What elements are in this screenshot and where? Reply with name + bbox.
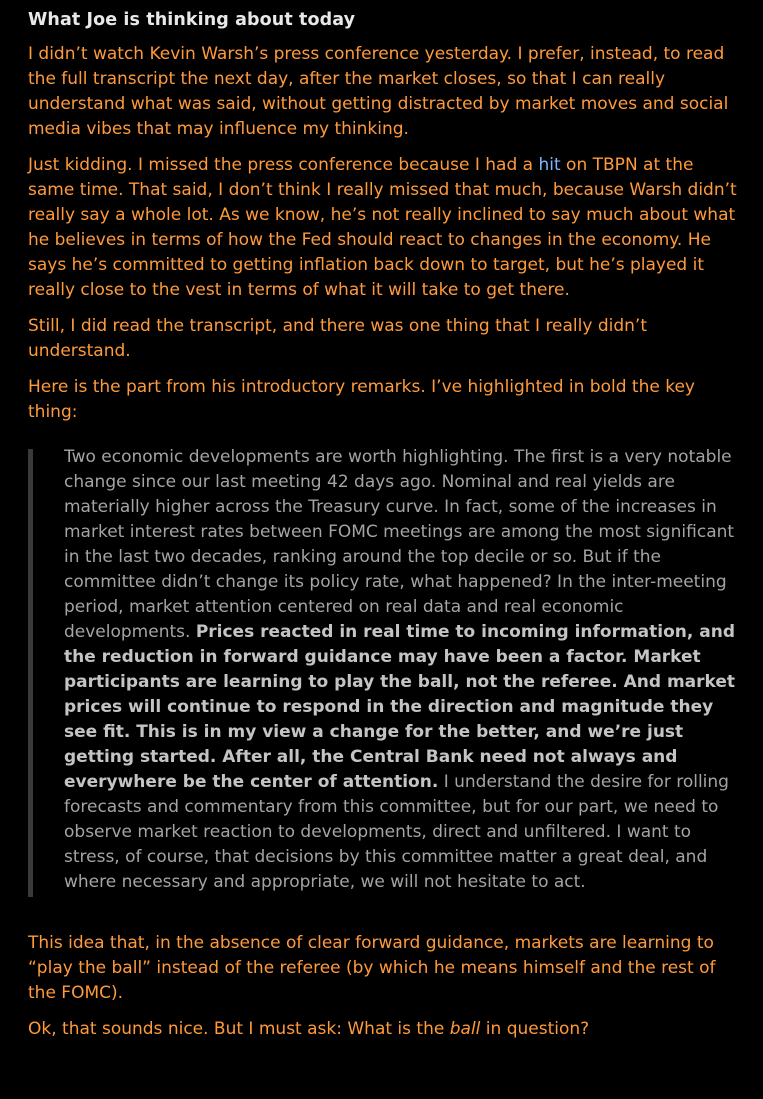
paragraph-play-the-ball: This idea that, in the absence of clear forward guidance, markets are learning to “play the ball” instead of the referee (by which he means himself and the rest of the FOMC). — [28, 933, 716, 1003]
paragraph-introductory-remarks: Here is the part from his introductory remarks. I’ve highlighted in bold the key thing: — [28, 377, 695, 422]
paragraph-text: in question? — [480, 1019, 590, 1039]
emphasis-ball: ball — [449, 1019, 481, 1039]
paragraph-text: Ok, that sounds nice. But I must ask: What is the — [28, 1019, 450, 1039]
paragraph-text: on TBPN at the same time. That said, I don’t think I really missed that much, because Warsh didn’t really say a whole lot. As we know, he’s not really inclined to say much about what he believes in terms of how the Fed should react to changes in the economy. He says he’s committed to getting inflation back down to target, but he’s played it really close to the vest in terms of what it will take to get there. — [28, 155, 737, 300]
quote-bold-highlight: Prices reacted in real time to incoming information, and the reduction in forward guidance may have been a factor. Market participants are learning to play the ball, not the referee. And market prices will continue to respond in the direction and magnitude they see fit. This is in my view a change for the better, and we’re just getting started. After all, the Central Bank need not always and everywhere be the center of attention. — [64, 622, 736, 792]
paragraph-text: Just kidding. I missed the press conference because I had a — [28, 155, 539, 175]
paragraph-transcript: Still, I did read the transcript, and there was one thing that I really didn’t understand. — [28, 316, 647, 361]
blockquote-bar — [28, 449, 33, 897]
paragraph-question — [28, 1017, 743, 1042]
blockquote — [28, 445, 743, 895]
paragraph-intro: I didn’t watch Kevin Warsh’s press conference yesterday. I prefer, instead, to read the full transcript the next day, after the market closes, so that I can really understand what was said, without getting distracted by market moves and social media vibes that may influence my thinking. — [28, 44, 729, 139]
quote-text-end: I understand the desire for rolling forecasts and commentary from this committee, but for our part, we need to observe market reaction to developments, direct and unfiltered. I want to stress, of course, that decisions by this committee matter a great deal, and where necessary and appropriate, we will not hesitate to act. — [64, 772, 729, 892]
hit-link[interactable]: hit — [538, 155, 561, 175]
paragraph-just-kidding — [28, 153, 743, 303]
blockquote-text — [64, 445, 743, 895]
section-heading: What Joe is thinking about today — [28, 10, 356, 30]
quote-text-start: Two economic developments are worth highlighting. The first is a very notable change since our last meeting 42 days ago. Nominal and real yields are materially higher across the Treasury curve. In fact, some of the increases in market interest rates between FOMC meetings are among the most significant in the last two decades, ranking around the top decile or so. But if the committee didn’t change its policy rate, what happened? In the inter-meeting period, market attention centered on real data and real economic developments. — [64, 447, 735, 642]
